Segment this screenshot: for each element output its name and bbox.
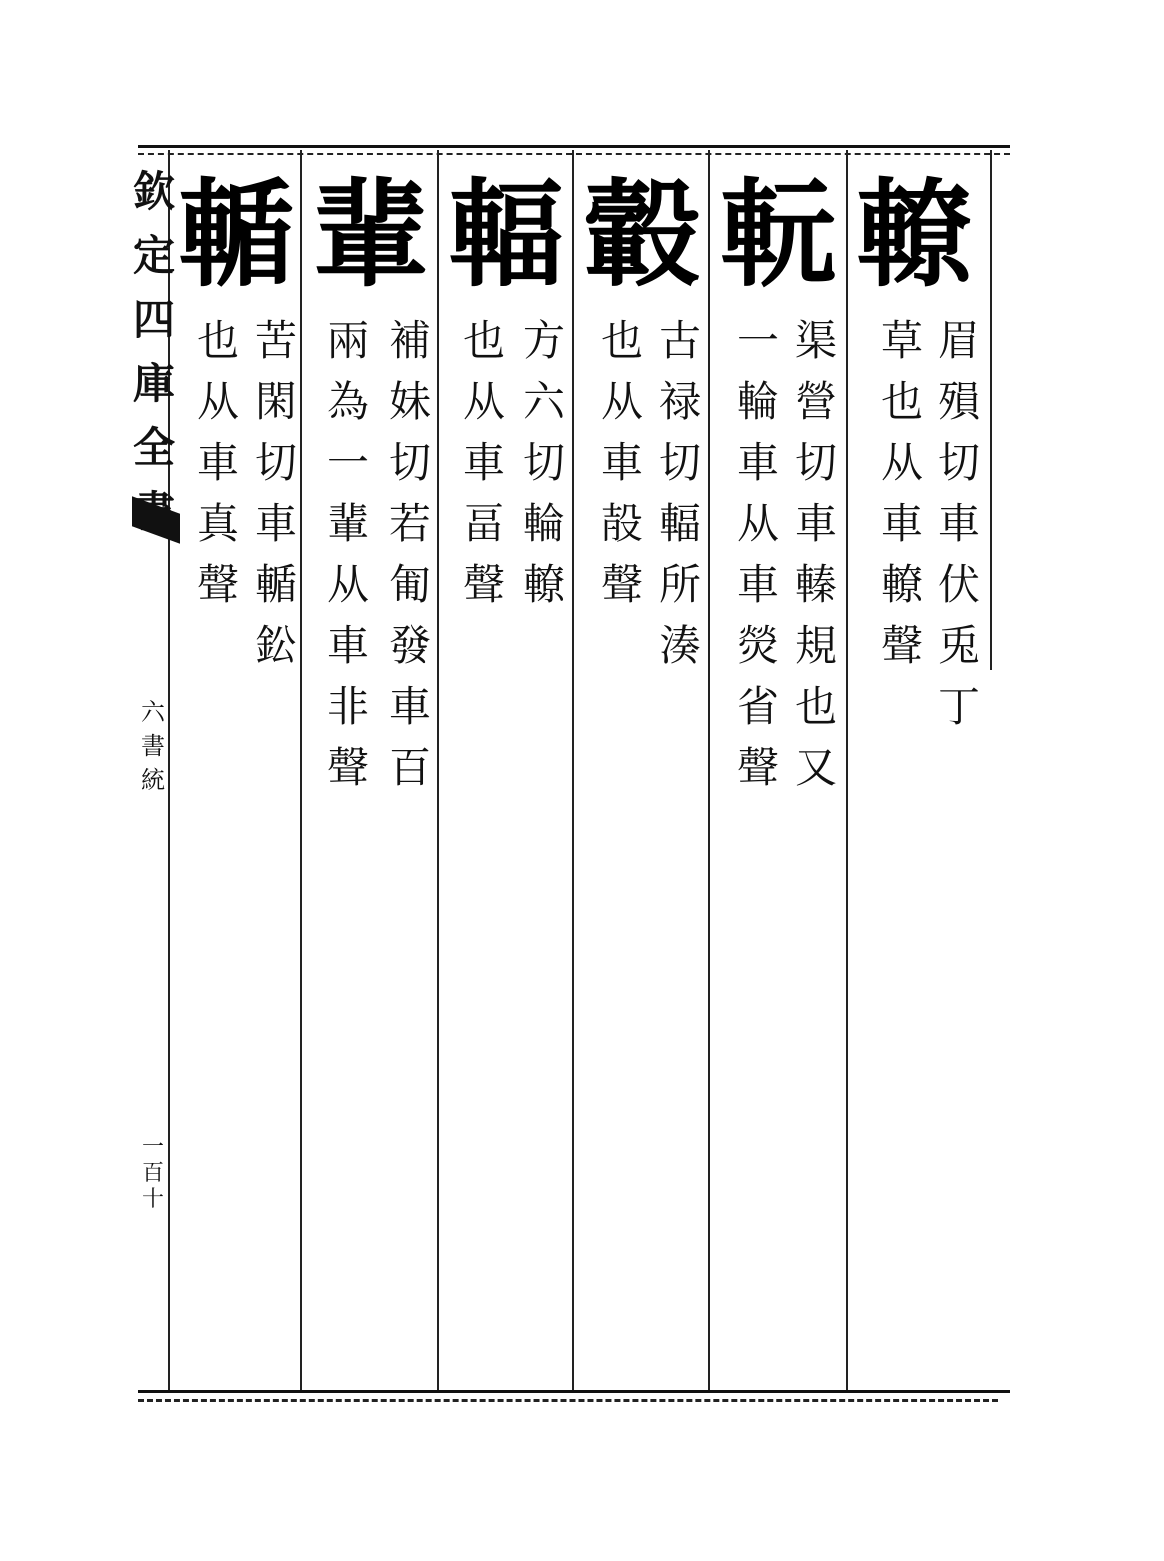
column-divider xyxy=(990,150,992,670)
gloss-line-right: 補妹切若匍發車百 xyxy=(388,316,431,792)
gloss-line-left: 一輪車从車熒省聲 xyxy=(736,316,779,792)
gloss-line-right: 苦閑切車輴鈆 xyxy=(254,316,297,670)
column-divider xyxy=(846,150,848,1390)
gloss-line-left: 也从車㱿聲 xyxy=(600,316,643,609)
seal-script-character: 䡇 xyxy=(720,167,836,303)
book-category: 六書統 xyxy=(141,698,165,794)
book-title: 欽定四庫全 xyxy=(132,167,175,472)
gloss-line-right: 渠營切車轃規也又 xyxy=(794,316,837,792)
seal-script-character: 輩 xyxy=(312,167,428,303)
seal-script-character: 轑 xyxy=(856,167,972,303)
seal-script-character: 輻 xyxy=(448,167,564,303)
gloss-line-left: 也从車真聲 xyxy=(196,316,239,609)
column-divider xyxy=(708,150,710,1390)
bottom-border-rule xyxy=(138,1390,1010,1393)
top-border-rule xyxy=(138,145,1010,148)
seal-script-character: 輴 xyxy=(178,167,294,303)
column-divider xyxy=(572,150,574,1390)
gloss-line-left: 也从車畐聲 xyxy=(462,316,505,609)
gloss-line-left: 兩為一輩从車非聲 xyxy=(326,316,369,792)
bottom-border-dashed-rule xyxy=(138,1399,998,1402)
page-number: 一百十 xyxy=(141,1135,164,1212)
top-border-dashed-rule xyxy=(138,153,1010,155)
column-divider xyxy=(437,150,439,1390)
seal-script-character: 轂 xyxy=(584,167,700,303)
gloss-line-right: 方六切輪轑 xyxy=(522,316,565,609)
gloss-line-left: 草也从車轑聲 xyxy=(880,316,923,670)
gloss-line-right: 眉殞切車伏兎丁 xyxy=(937,316,980,731)
column-divider xyxy=(300,150,302,1390)
gloss-line-right: 古禄切輻所湊 xyxy=(658,316,701,670)
